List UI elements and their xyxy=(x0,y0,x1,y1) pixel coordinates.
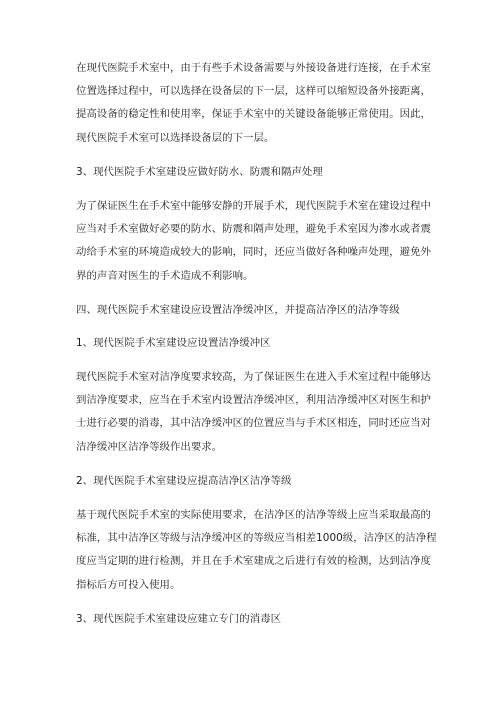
text-line: 标准，其中洁净区等级与洁净缓冲区的等级应当相差1000级，洁净区的洁净程 xyxy=(76,532,437,545)
text-line: 指标后方可投入使用。 xyxy=(76,578,181,591)
text-line: 到洁净度要求，应当在手术室内设置洁净缓冲区，利用洁净缓冲区对医生和护 xyxy=(76,394,431,407)
text-line: 界的声音对医生的手术造成不利影响。 xyxy=(76,269,254,282)
body-paragraph xyxy=(76,57,431,150)
text-line: 应当对手术室做好必要的防水、防震和隔声处理，避免手术室因为渗水或者震 xyxy=(76,223,431,236)
text-line: 动给手术室的环境造成较大的影响，同时，还应当做好各种噪声处理，避免外 xyxy=(76,246,431,259)
body-paragraph xyxy=(76,504,437,597)
body-paragraph xyxy=(76,366,431,459)
heading-text: 四、现代医院手术室建设应设置洁净缓冲区，并提高洁净区的洁净等级 xyxy=(76,303,400,316)
section-heading xyxy=(76,161,428,184)
subsection-heading xyxy=(76,332,428,355)
text-line: 位置选择过程中，可以选择在设备层的下一层，这样可以缩短设备外接距离， xyxy=(76,85,431,98)
text-line: 提高设备的稳定性和使用率，保证手术室中的关键设备能够正常使用。因此， xyxy=(76,108,431,121)
text-line: 士进行必要的消毒，其中洁净缓冲区的位置应当与手术区相连，同时还应当对 xyxy=(76,417,431,430)
heading-text: 3、现代医院手术室建设应建立专门的消毒区 xyxy=(76,612,282,625)
text-line: 现代医院手术室对洁净度要求较高，为了保证医生在进入手术室过程中能够达 xyxy=(76,371,431,384)
subsection-heading xyxy=(76,470,428,493)
text-line: 基于现代医院手术室的实际使用要求，在洁净区的洁净等级上应当采取最高的 xyxy=(76,509,431,521)
text-line: 度应当定期的进行检测，并且在手术室建成之后进行有效的检测，达到洁净度 xyxy=(76,555,431,568)
body-paragraph xyxy=(76,195,431,288)
section-heading xyxy=(76,299,428,322)
text-line: 在现代医院手术室中，由于有些手术设备需要与外接设备进行连接，在手术室 xyxy=(76,62,431,74)
heading-text: 2、现代医院手术室建设应提高洁净区洁净等级 xyxy=(76,474,292,487)
heading-text: 3、现代医院手术室建设应做好防水、防震和隔声处理 xyxy=(76,165,323,178)
text-line: 为了保证医生在手术室中能够安静的开展手术，现代医院手术室在建设过程中 xyxy=(76,199,431,212)
text-line: 洁净缓冲区洁净等级作出要求。 xyxy=(76,440,223,453)
heading-text: 1、现代医院手术室建设应设置洁净缓冲区 xyxy=(76,336,271,349)
text-line: 现代医院手术室可以选择设备层的下一层。 xyxy=(76,131,275,144)
document-page xyxy=(76,57,437,631)
subsection-heading xyxy=(76,608,428,631)
